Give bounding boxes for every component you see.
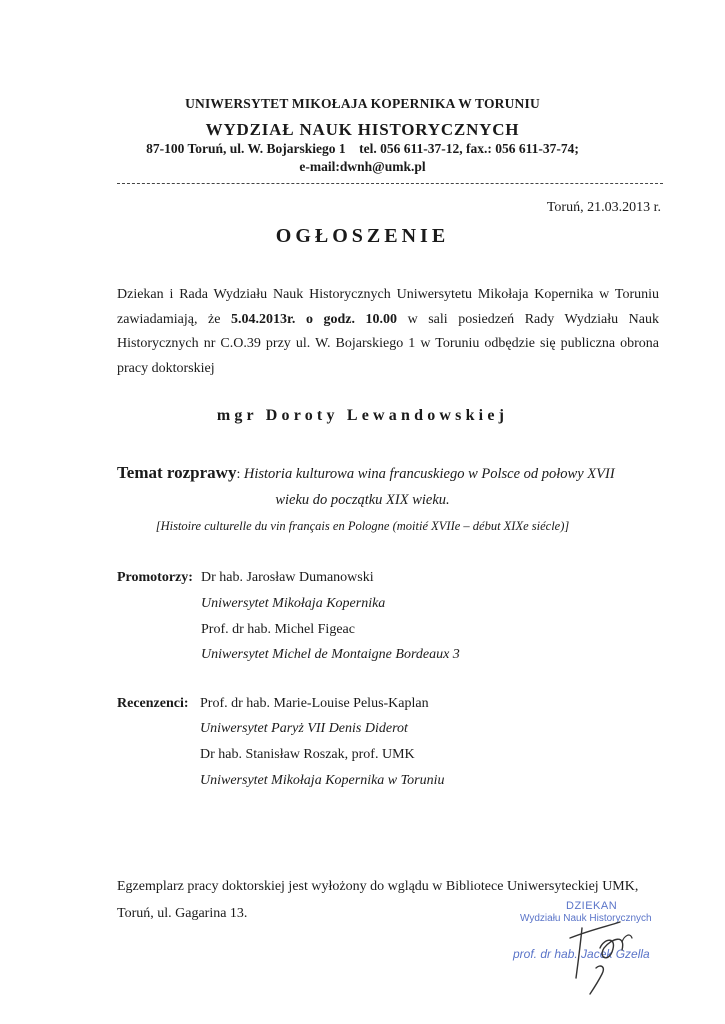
reviewer-name: Dr hab. Stanisław Roszak, prof. UMK xyxy=(200,747,415,762)
intro-text-1: Dziekan i Rada Wydziału Nauk Historycznych Uniwersytetu Mikołaja Kopernika w Toruniu zawiadamiają, że xyxy=(117,287,659,327)
topic-line xyxy=(117,463,659,483)
topic-title-line2: wieku do początku XIX wieku. xyxy=(275,492,450,508)
promoter-name: Dr hab. Jarosław Dumanowski xyxy=(201,570,374,585)
footer-note: Egzemplarz pracy doktorskiej jest wyłożony do wglądu w Bibliotece Uniwersyteckiej UMK, Toruń, ul. Gagarina 13. xyxy=(117,879,639,921)
defense-time: 10.00 xyxy=(365,311,398,327)
promoter-institution: Uniwersytet Michel de Montaigne Bordeaux 3 xyxy=(201,647,460,662)
university-name: UNIWERSYTET MIKOŁAJA KOPERNIKA W TORUNIU xyxy=(185,96,540,111)
promoter-name: Prof. dr hab. Michel Figeac xyxy=(201,622,355,637)
topic-title-line1: Historia kulturowa wina francuskiego w Polsce od połowy XVII xyxy=(243,466,615,482)
reviewer-institution: Uniwersytet Paryż VII Denis Diderot xyxy=(200,721,408,736)
stamp-title: DZIEKAN xyxy=(566,900,618,912)
reviewer-name: Prof. dr hab. Marie-Louise Pelus-Kaplan xyxy=(200,696,429,711)
reviewer-institution: Uniwersytet Mikołaja Kopernika w Toruniu xyxy=(200,773,445,788)
header-divider xyxy=(117,183,663,184)
defense-date: 5.04.2013r. xyxy=(230,311,296,327)
faculty-address: 87-100 Toruń, ul. W. Bojarskiego 1 tel. 056 611-37-12, fax.: 056 611-37-74; xyxy=(146,141,579,156)
stamp-name: prof. dr hab. Jacek Gzella xyxy=(513,947,650,961)
topic-label: Temat rozprawy xyxy=(117,463,237,482)
candidate-name: mgr Doroty Lewandowskiej xyxy=(216,407,509,424)
place-date: Toruń, 21.03.2013 r. xyxy=(546,200,661,215)
topic-title-french: [Histoire culturelle du vin français en Pologne (moitié XVIIe – début XIXe siécle)] xyxy=(155,519,570,533)
signature-icon xyxy=(560,908,650,996)
announcement-paragraph xyxy=(117,283,659,381)
promoter-institution: Uniwersytet Mikołaja Kopernika xyxy=(201,596,386,611)
topic-colon: : xyxy=(236,467,244,482)
stamp-department: Wydziału Nauk Historycznych xyxy=(520,913,652,924)
faculty-email: e-mail:dwnh@umk.pl xyxy=(299,159,426,174)
intro-text-2: w sali posiedzeń Rady Wydziału Nauk Historycznych nr C.O.39 przy ul. W. Bojarskiego 1 w Toruniu odbędzie się publiczna obrona pracy doktorskiej xyxy=(117,311,660,376)
intro-time-label: o godz. xyxy=(295,311,366,327)
document-title: OGŁOSZENIE xyxy=(275,225,450,247)
reviewers-label: Recenzenci: xyxy=(117,696,189,711)
faculty-name: WYDZIAŁ NAUK HISTORYCZNYCH xyxy=(205,120,520,139)
promoters-label: Promotorzy: xyxy=(117,570,193,585)
